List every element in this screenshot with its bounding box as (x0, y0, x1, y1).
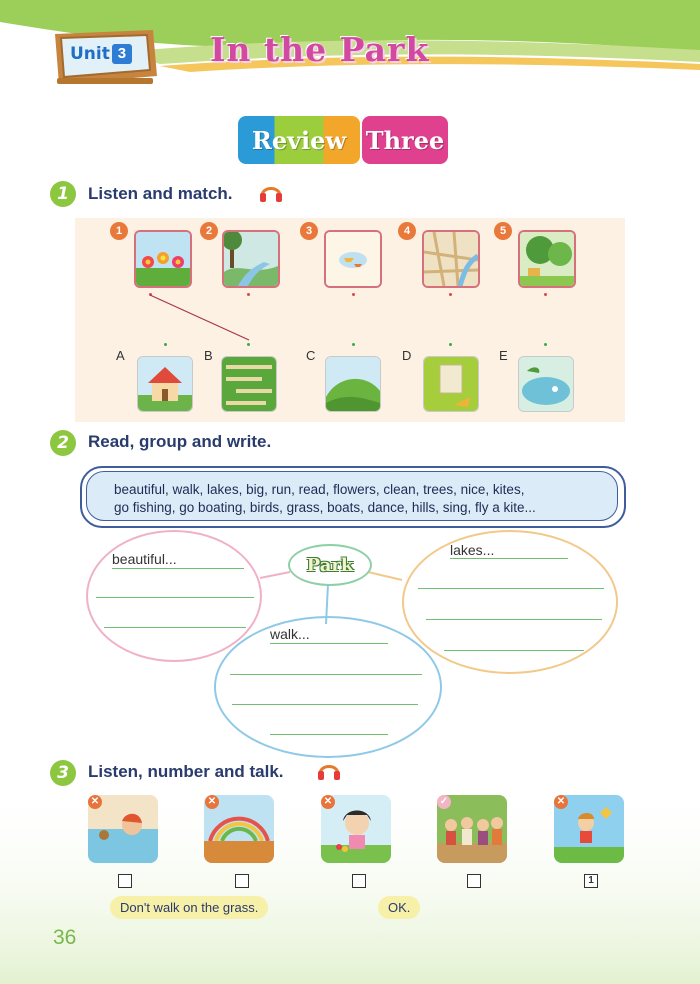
headphones-icon (258, 180, 284, 204)
three-word: Three (362, 116, 448, 164)
match-dot[interactable] (164, 343, 167, 346)
group-oval-left (86, 530, 262, 662)
writing-line[interactable] (450, 558, 568, 559)
word-bank-text (114, 481, 594, 517)
number-badge-5: 5 (494, 222, 512, 240)
park-center-label: Park (306, 554, 354, 576)
review-word: Review (238, 116, 360, 164)
picture-river[interactable] (222, 230, 280, 288)
section-3-number: 3 (50, 760, 76, 786)
number-badge-4: 4 (398, 222, 416, 240)
match-dot[interactable] (247, 343, 250, 346)
word-bank-line-1: beautiful, walk, lakes, big, run, read, flowers, clean, trees, nice, kites, (114, 482, 525, 497)
option-letter-e: E (499, 348, 508, 363)
picture-maze-park[interactable] (221, 356, 277, 412)
word-bank-line-2: go fishing, go boating, birds, grass, boats, dance, hills, sing, fly a kite... (114, 500, 536, 515)
section-2-number: 2 (50, 430, 76, 456)
writing-line[interactable] (232, 704, 418, 705)
writing-line[interactable] (96, 597, 254, 598)
option-letter-b: B (204, 348, 213, 363)
check-icon: ✓ (437, 795, 451, 809)
writing-line[interactable] (270, 643, 388, 644)
group-label-bottom: walk... (270, 626, 310, 642)
writing-line[interactable] (112, 568, 244, 569)
number-badge-2: 2 (200, 222, 218, 240)
number-badge-1: 1 (110, 222, 128, 240)
picture-flowers[interactable] (134, 230, 192, 288)
number-box-3[interactable] (352, 874, 366, 888)
number-box-5[interactable]: 1 (584, 874, 598, 888)
number-badge-3: 3 (300, 222, 318, 240)
unit-number: 3 (112, 44, 132, 64)
group-label-left: beautiful... (112, 551, 177, 567)
group-oval-right (402, 530, 618, 674)
picture-sign[interactable] (423, 356, 479, 412)
number-box-1[interactable] (118, 874, 132, 888)
page-number: 36 (53, 926, 77, 949)
writing-line[interactable] (104, 627, 246, 628)
match-dot[interactable] (544, 293, 547, 296)
writing-line[interactable] (444, 650, 584, 651)
picture-map[interactable] (422, 230, 480, 288)
match-dot[interactable] (544, 343, 547, 346)
headphones-icon (316, 758, 342, 782)
group-oval-bottom (214, 616, 442, 758)
option-letter-d: D (402, 348, 412, 363)
writing-line[interactable] (230, 674, 422, 675)
match-dot[interactable] (449, 343, 452, 346)
cross-icon: ✕ (321, 795, 335, 809)
picture-lake[interactable] (518, 356, 574, 412)
option-letter-a: A (116, 348, 125, 363)
section-1-title: Listen and match. (88, 184, 233, 203)
match-dot[interactable] (352, 343, 355, 346)
unit-label (70, 44, 132, 64)
picture-boats[interactable] (324, 230, 382, 288)
speech-bubble-reply: OK. (378, 896, 420, 919)
writing-line[interactable] (418, 588, 604, 589)
cross-icon: ✕ (205, 795, 219, 809)
writing-line[interactable] (426, 619, 602, 620)
cross-icon: ✕ (88, 795, 102, 809)
park-center-bubble (288, 544, 372, 586)
page-title: In the Park (210, 30, 430, 69)
section-1-number: 1 (50, 181, 76, 207)
number-box-2[interactable] (235, 874, 249, 888)
picture-hill[interactable] (325, 356, 381, 412)
number-box-4[interactable] (467, 874, 481, 888)
group-label-right: lakes... (450, 542, 495, 558)
picture-forest-park[interactable] (518, 230, 576, 288)
option-letter-c: C (306, 348, 316, 363)
match-dot[interactable] (449, 293, 452, 296)
match-line (145, 292, 255, 344)
match-dot[interactable] (352, 293, 355, 296)
picture-house[interactable] (137, 356, 193, 412)
unit-word: Unit (70, 44, 110, 64)
writing-line[interactable] (270, 734, 388, 735)
section-3-title: Listen, number and talk. (88, 762, 284, 781)
review-three-heading (238, 112, 448, 168)
speech-bubble-rule: Don't walk on the grass. (110, 896, 268, 919)
cross-icon: ✕ (554, 795, 568, 809)
section-2-title: Read, group and write. (88, 432, 272, 451)
